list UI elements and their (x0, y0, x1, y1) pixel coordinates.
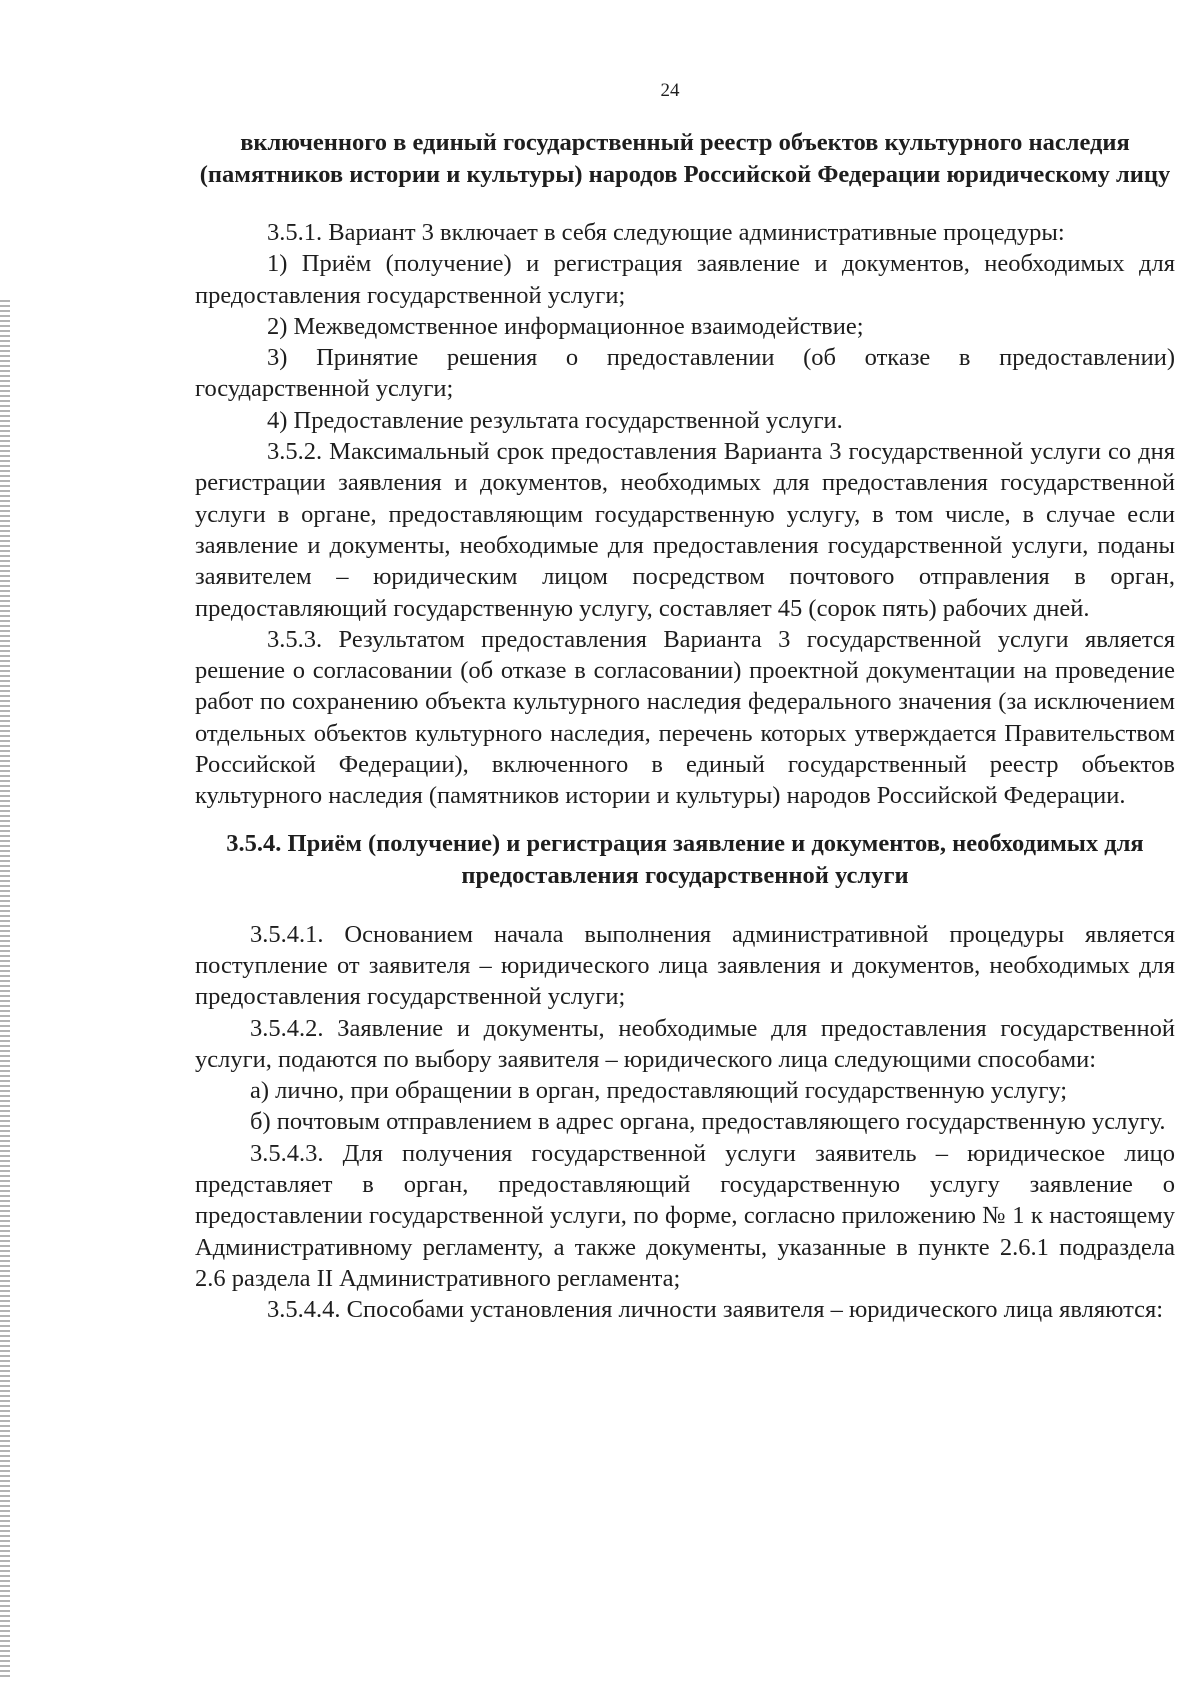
paragraph-3-5-1: 3.5.1. Вариант 3 включает в себя следующие административные процедуры: (267, 219, 1065, 246)
list-item-1: 1) Приём (получение) и регистрация заявление и документов, необходимых для предоставления государственной услуги; (195, 250, 1175, 309)
paragraph-3-5-4-1: 3.5.4.1. Основанием начала выполнения административной процедуры является поступление от заявителя – юридического лица заявления и документов, необходимых для предоставления государственной услуги; (195, 920, 1175, 1011)
paragraph-3-5-4-4: 3.5.4.4. Способами установления личности заявителя – юридического лица являются: (267, 1296, 1164, 1324)
paragraph-3-5-4-2: 3.5.4.2. Заявление и документы, необходимые для предоставления государственной услуги, подаются по выбору заявителя – юридического лица следующими способами: (195, 1014, 1175, 1073)
paragraph-3-5-4-3: 3.5.4.3. Для получения государственной услуги заявитель – юридическое лицо представляет в орган, предоставляющий государственную услугу заявление о предоставлении государственной услуги, по форме, согласно приложению № 1 к настоящему Административному регламенту, а также документы, указанные в пункте 2.6.1 подраздела 2.6 раздела II Административного регламента; (195, 1139, 1175, 1292)
list-item-a: а) лично, при обращении в орган, предоставляющий государственную услугу; (250, 1077, 1068, 1105)
top-heading: включенного в единый государственный реестр объектов культурного наследия (памятников истории и культуры) народов Российской Федерации юридическому лицу (199, 129, 1171, 188)
scan-edge-artifact (0, 300, 10, 1680)
page-number: 24 (660, 80, 680, 101)
list-item-4: 4) Предоставление результата государственной услуги. (267, 406, 843, 434)
list-item-b: б) почтовым отправлением в адрес органа, предоставляющего государственную услугу. (250, 1108, 1166, 1136)
document-body (195, 127, 1175, 1326)
list-item-3: 3) Принятие решения о предоставлении (об отказе в предоставлении) государственной услуги; (195, 344, 1175, 403)
section-heading: 3.5.4. Приём (получение) и регистрация заявление и документов, необходимых для предоставления государственной услуги (226, 829, 1144, 889)
paragraph-3-5-3: 3.5.3. Результатом предоставления Варианта 3 государственной услуги является решение о согласовании (об отказе в согласовании) проектной документации на проведение работ по сохранению объекта культурного наследия федерального значения (за исключением отдельных объектов культурного наследия, перечень которых утверждается Правительством Российской Федерации), включенного в единый государственный реестр объектов культурного наследия (памятников истории и культуры) народов Российской Федерации. (195, 625, 1175, 810)
paragraph-3-5-2: 3.5.2. Максимальный срок предоставления Варианта 3 государственной услуги со дня регистрации заявления и документов, необходимых для предоставления государственной услуги в органе, предоставляющим государственную услугу, в том числе, в случае если заявление и документы, необходимые для предоставления государственной услуги, поданы заявителем – юридическим лицом посредством почтового отправления в орган, предоставляющий государственную услугу, составляет 45 (сорок пять) рабочих дней. (195, 438, 1175, 622)
list-item-2: 2) Межведомственное информационное взаимодействие; (267, 312, 864, 340)
